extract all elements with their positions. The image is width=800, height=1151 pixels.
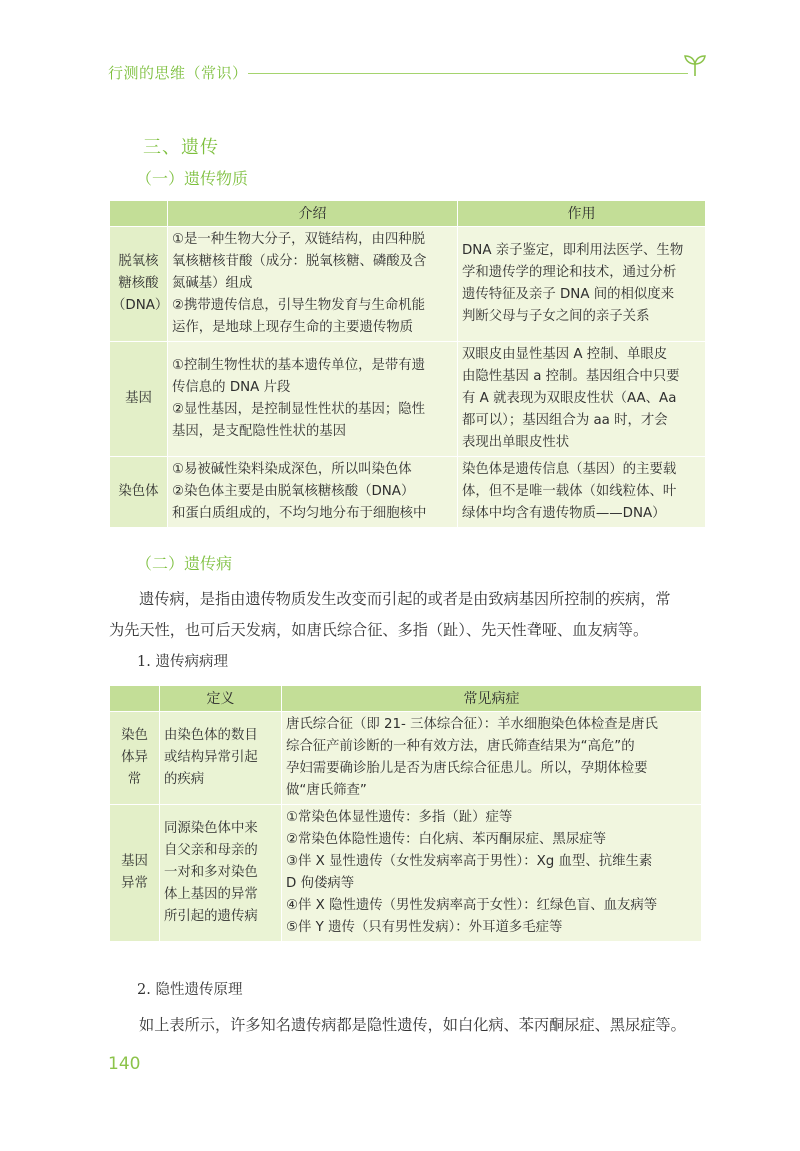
table-row (110, 457, 706, 528)
subsection-title-genetic-material: （一）遗传物质 (136, 169, 249, 188)
body-paragraph: 遗传病，是指由遗传物质发生改变而引起的或者是由致病基因所控制的疾病，常 为先天性，也可后天发病，如唐氏综合征、多指（趾）、先天性聋哑、血友病等。 (109, 590, 671, 639)
numbered-heading: 2. 隐性遗传原理 (137, 982, 243, 998)
table-header-cell: 作用 (458, 201, 706, 227)
intro-cell: ①易被碱性染料染成深色，所以叫染色体 ②染色体主要是由脱氧核糖核酸（DNA） 和蛋白质组成的，不均匀地分布于细胞核中 (168, 457, 458, 528)
running-header (108, 58, 708, 88)
table-row (110, 227, 706, 342)
intro-cell: ①控制生物性状的基本遗传单位，是带有遗 传信息的 DNA 片段 ②显性基因，是控制显性性状的基因；隐性 基因，是支配隐性性状的基因 (168, 342, 458, 457)
sprout-icon (682, 52, 708, 78)
body-paragraph: 如上表所示，许多知名遗传病都是隐性遗传，如白化病、苯丙酮尿症、黑尿症等。 (139, 1016, 686, 1034)
row-label: 基因 (110, 342, 168, 457)
row-label: 染色 体异 常 (110, 712, 160, 805)
table-header-cell: 定义 (160, 686, 282, 712)
symptoms-cell: ①常染色体显性遗传：多指（趾）症等 ②常染色体隐性遗传：白化病、苯丙酮尿症、黑尿症等 ③伴 X 显性遗传（女性发病率高于男性）：Xg 血型、抗维生素 D 佝偻病等 ④伴 X 隐性遗传（男性发病率高于女性）：红绿色盲、血友病等 ⑤伴 Y 遗传（只有男性发病）：外耳道多毛症等 (282, 805, 702, 942)
table-header-row (110, 686, 702, 712)
symptoms-cell: 唐氏综合征（即 21- 三体综合征）：羊水细胞染色体检查是唐氏 综合征产前诊断的一种有效方法，唐氏筛查结果为“高危”的 孕妇需要确诊胎儿是否为唐氏综合征患儿。所以，孕期体检要 做“唐氏筛查” (282, 712, 702, 805)
running-header-title: 行测的思维（常识） (108, 64, 248, 82)
table-header-cell (110, 201, 168, 227)
table-header-row (110, 201, 706, 227)
subsection-title-genetic-disease: （二）遗传病 (136, 554, 233, 573)
row-label: 脱氧核 糖核酸 （DNA） (110, 227, 168, 342)
row-label: 基因 异常 (110, 805, 160, 942)
table-row (110, 712, 702, 805)
role-cell: 双眼皮由显性基因 A 控制、单眼皮 由隐性基因 a 控制。基因组合中只要 有 A 就表现为双眼皮性状（AA、Aa 都可以）；基因组合为 aa 时，才会 表现出单眼皮性状 (458, 342, 706, 457)
table-header-cell: 常见病症 (282, 686, 702, 712)
role-cell: DNA 亲子鉴定，即利用法医学、生物 学和遗传学的理论和技术，通过分析 遗传特征及亲子 DNA 间的相似度来 判断父母与子女之间的亲子关系 (458, 227, 706, 342)
section-title: 三、遗传 (143, 137, 219, 158)
definition-cell: 由染色体的数目 或结构异常引起 的疾病 (160, 712, 282, 805)
role-cell: 染色体是遗传信息（基因）的主要载 体，但不是唯一载体（如线粒体、叶 绿体中均含有遗传物质——DNA） (458, 457, 706, 528)
definition-cell: 同源染色体中来 自父亲和母亲的 一对和多对染色 体上基因的异常 所引起的遗传病 (160, 805, 282, 942)
numbered-heading: 1. 遗传病病理 (137, 654, 228, 670)
genetic-material-table (109, 200, 706, 528)
header-rule (248, 73, 688, 74)
page-number: 140 (108, 1054, 141, 1074)
table-row (110, 805, 702, 942)
table-header-cell (110, 686, 160, 712)
table-header-cell: 介绍 (168, 201, 458, 227)
intro-cell: ①是一种生物大分子，双链结构，由四种脱 氧核糖核苷酸（成分：脱氧核糖、磷酸及含 氮碱基）组成 ②携带遗传信息，引导生物发育与生命机能 运作，是地球上现存生命的主要遗传物质 (168, 227, 458, 342)
genetic-disease-table (109, 685, 702, 942)
table-row (110, 342, 706, 457)
row-label: 染色体 (110, 457, 168, 528)
